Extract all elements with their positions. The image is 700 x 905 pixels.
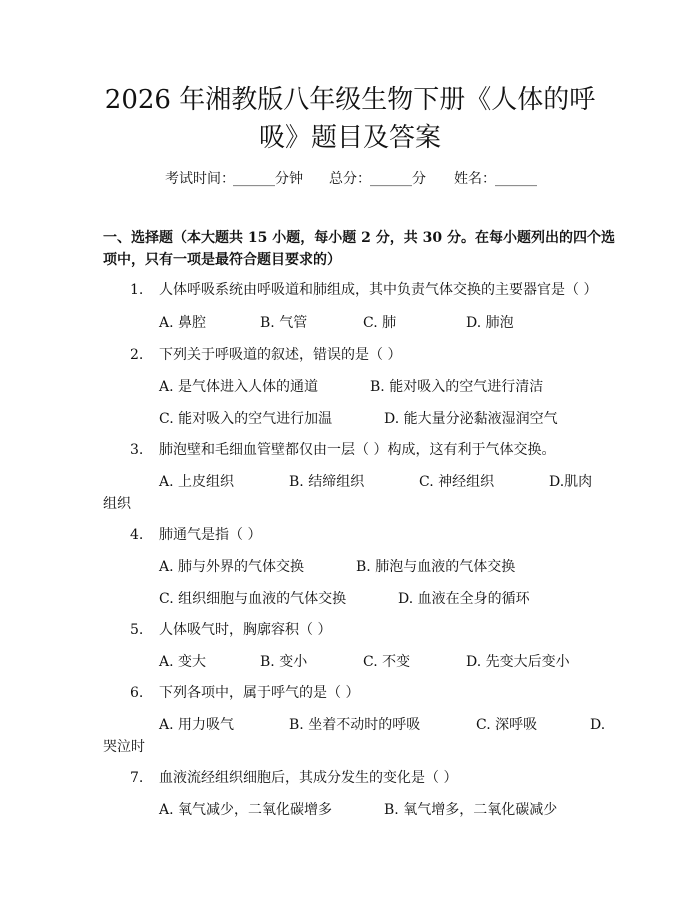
score-label: 总分：	[329, 171, 371, 187]
option-b: B. 肺泡与血液的气体交换	[356, 559, 516, 575]
score-unit: 分	[412, 171, 426, 187]
question-number: 4.	[130, 527, 144, 543]
option-a: A. 氧气减少，二氧化碳增多	[159, 802, 333, 818]
page-title-line-1: 2026 年湘教版八年级生物下册《人体的呼	[104, 85, 596, 115]
option-b: B. 结缔组织	[289, 474, 365, 490]
time-blank: ______	[233, 171, 275, 187]
option-b: B. 坐着不动时的呼吸	[289, 717, 421, 733]
page-title-line-2: 吸》题目及答案	[258, 123, 441, 153]
section-heading-line-1: 一、选择题（本大题共 15 小题，每小题 2 分，共 30 分。在每小题列出的四个选	[103, 230, 615, 246]
option-a: A. 鼻腔	[159, 315, 207, 331]
option-a: A. 变大	[159, 654, 207, 670]
question-number: 7.	[130, 770, 144, 786]
question-number: 6.	[130, 685, 144, 701]
question-text: 下列各项中，属于呼气的是（ ）	[159, 685, 360, 701]
name-blank: ______	[495, 171, 537, 187]
option-d: D. 肺泡	[466, 315, 514, 331]
question-number: 2.	[130, 347, 144, 363]
question-text: 下列关于呼吸道的叙述，错误的是（ ）	[159, 347, 402, 363]
question-text: 人体呼吸系统由呼吸道和肺组成，其中负责气体交换的主要器官是（ ）	[159, 282, 598, 298]
option-a: A. 肺与外界的气体交换	[159, 559, 305, 575]
option-d: D. 先变大后变小	[466, 654, 570, 670]
question-text: 血液流经组织细胞后，其成分发生的变化是（ ）	[159, 770, 458, 786]
time-label: 考试时间：	[165, 171, 235, 187]
question-text: 人体吸气时，胸廓容积（ ）	[159, 622, 332, 638]
option-a: A. 用力吸气	[159, 717, 235, 733]
option-d: D. 能大量分泌黏液湿润空气	[384, 411, 558, 427]
question-text: 肺通气是指（ ）	[159, 527, 262, 543]
name-label: 姓名：	[454, 171, 496, 187]
question-number: 1.	[130, 282, 144, 298]
question-number: 3.	[130, 442, 144, 458]
question-number: 5.	[130, 622, 144, 638]
option-a: A. 是气体进入人体的通道	[159, 379, 319, 395]
section-heading-line-2: 项中，只有一项是最符合题目要求的）	[103, 252, 341, 268]
option-c: C. 深呼吸	[476, 717, 538, 733]
score-blank: ______	[370, 171, 412, 187]
option-d-wrap: 哭泣时	[103, 739, 145, 755]
option-a: A. 上皮组织	[159, 474, 235, 490]
option-d: D. 血液在全身的循环	[398, 591, 530, 607]
option-b: B. 能对吸入的空气进行清洁	[370, 379, 544, 395]
time-unit: 分钟	[275, 171, 303, 187]
option-c: C. 能对吸入的空气进行加温	[159, 411, 333, 427]
option-b: B. 气管	[260, 315, 308, 331]
option-c: C. 神经组织	[419, 474, 495, 490]
option-b: B. 变小	[260, 654, 308, 670]
option-d: D.肌肉	[549, 474, 593, 490]
option-c: C. 肺	[363, 315, 397, 331]
option-c: C. 不变	[363, 654, 411, 670]
option-b: B. 氧气增多，二氧化碳减少	[384, 802, 558, 818]
option-c: C. 组织细胞与血液的气体交换	[159, 591, 347, 607]
option-d-wrap: 组织	[103, 496, 131, 512]
option-d: D.	[590, 717, 606, 733]
question-text: 肺泡壁和毛细血管壁都仅由一层（ ）构成，这有利于气体交换。	[159, 442, 556, 458]
